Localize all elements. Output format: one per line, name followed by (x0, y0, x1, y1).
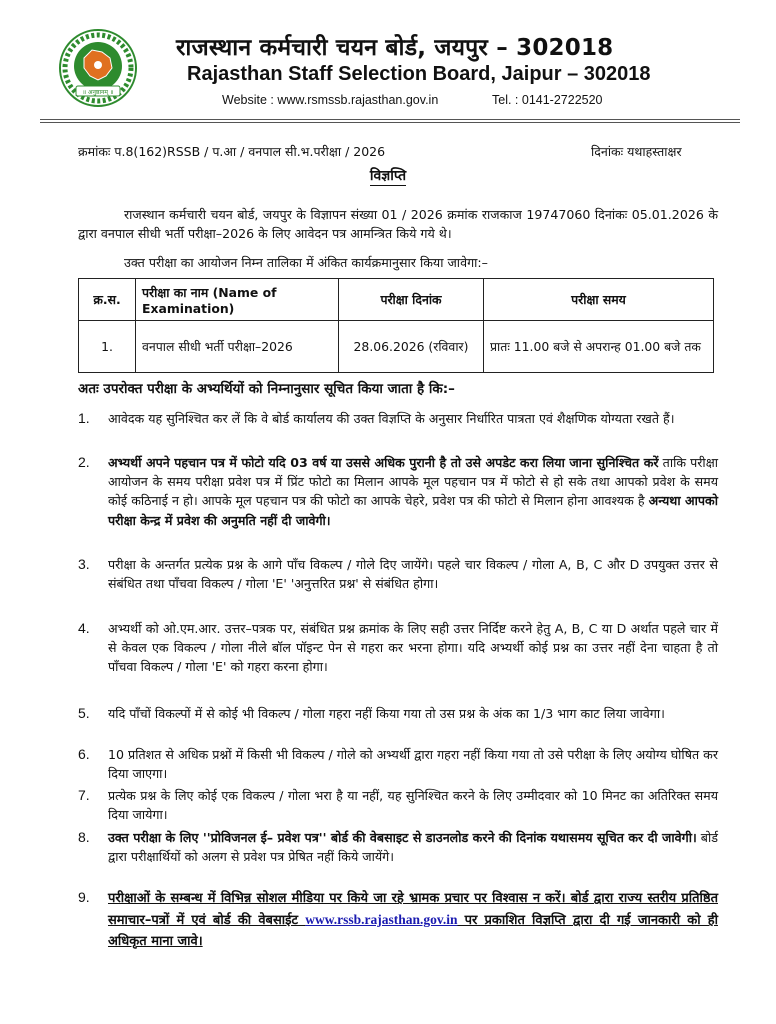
list-item-text: आवेदक यह सुनिश्चित कर लें कि वे बोर्ड कार्यालय की उक्त विज्ञप्ति के अनुसार निर्धारित पात्रता एवं शैक्षणिक योग्यता रखते हैं। (108, 411, 675, 426)
list-item (78, 555, 718, 593)
list-item-plain-text: परीक्षाओं के सम्बन्ध में विभिन्न सोशल मीडिया पर किये जा रहे भ्रामक प्रचार पर विश्वास न करें। बोर्ड द्वारा राज्य स्तरीय प्रतिष्ठित समाचार–पत्रों में एवं बोर्ड की वेबसाईट (108, 891, 718, 928)
list-item-bold-text: उक्त परीक्षा के लिए ''प्रोविजनल ई– प्रवेश पत्र'' बोर्ड की वेबसाइट से डाउनलोड करने की दिनांक यथासमय सूचित कर दी जावेगी। (108, 830, 697, 845)
list-item (78, 409, 718, 428)
list-item (78, 786, 718, 824)
board-website-link[interactable]: www.rssb.rajasthan.gov.in (305, 912, 458, 927)
list-item (78, 888, 718, 952)
svg-text:॥ अनुष्ठानम् ॥: ॥ अनुष्ठानम् ॥ (82, 89, 114, 96)
exam-schedule-table (78, 278, 714, 373)
list-item-text: प्रत्येक प्रश्न के लिए कोई एक विकल्प / गोला भरा है या नहीं, यह सुनिश्चित करने के लिए उम्मीदवार को 10 मिनट का अतिरिक्त समय दिया जायेगा। (108, 788, 718, 823)
notice-paragraph-2: उक्त परीक्षा का आयोजन निम्न तालिका में अंकित कार्यक्रमानुसार किया जावेगा:– (124, 255, 488, 270)
table-header: क्र.स. (79, 279, 136, 321)
table-cell: वनपाल सीधी भर्ती परीक्षा–2026 (136, 321, 339, 373)
list-item (78, 745, 718, 783)
header-divider-second (40, 122, 740, 123)
list-item (78, 453, 718, 530)
list-item-text (108, 453, 718, 530)
list-item-text: यदि पाँचों विकल्पों में से कोई भी विकल्प / गोला गहरा नहीं किया गया तो उस प्रश्न के अंक का 1/3 भाग काट लिया जावेगा। (108, 706, 665, 721)
list-item-plain-text: ताकि परीक्षा आयोजन के समय परीक्षा प्रवेश पत्र में प्रिंट फोटो का मिलान आपके मूल पहचान पत्र में फोटो से हो सके तथा आपको प्रवेश के समय कोई कठिनाई न हो। आपके मूल पहचान पत्र की फोटो का आपके चेहरे, प्रवेश पत्र की फोटो से मिलान होना आवश्यक है (108, 455, 718, 509)
board-telephone: Tel. : 0141-2722520 (492, 93, 603, 107)
list-item (78, 704, 718, 723)
list-item-number: 5. (78, 705, 90, 721)
table-header-row (79, 279, 714, 321)
list-item-number: 3. (78, 556, 90, 572)
list-item-bold-text: अन्यथा आपको परीक्षा केन्द्र में प्रवेश की अनुमति नहीं दी जावेगी। (108, 493, 718, 528)
list-item-text: 10 प्रतिशत से अधिक प्रश्नों में किसी भी विकल्प / गोले को अभ्यर्थी द्वारा गहरा नहीं किया गया तो उसे परीक्षा के लिए अयोग्य घोषित कर दिया जाएगा। (108, 747, 718, 782)
list-item (78, 828, 718, 866)
table-cell: 1. (79, 321, 136, 373)
board-website: Website : www.rsmssb.rajasthan.gov.in (222, 93, 439, 107)
list-item-bold-text: अभ्यर्थी अपने पहचान पत्र में फोटो यदि 03 वर्ष या उससे अधिक पुरानी है तो उसे अपडेट करा लिया जाना सुनिश्चित करें (108, 455, 659, 470)
table-row (79, 321, 714, 373)
board-title-hindi: राजस्थान कर्मचारी चयन बोर्ड, जयपुर – 302018 (176, 35, 614, 61)
table-header: परीक्षा दिनांक (339, 279, 484, 321)
reference-number: क्रमांकः प.8(162)RSSB / प.आ / वनपाल सी.भ.परीक्षा / 2026 (78, 144, 386, 159)
list-item-number: 7. (78, 787, 90, 803)
reference-date: दिनांकः यथाहस्ताक्षर (591, 144, 682, 159)
notice-title-text: विज्ञप्ति (369, 168, 407, 184)
list-item-text (108, 888, 718, 952)
list-item-number: 1. (78, 410, 90, 426)
list-item-plain-text: बोर्ड द्वारा परीक्षार्थियों को अलग से प्रवेश पत्र प्रेषित नहीं किये जायेंगे। (108, 830, 718, 865)
list-item-plain-text: पर प्रकाशित विज्ञप्ति द्वारा दी गई जानकारी को ही अधिकृत माना जावे। (108, 913, 718, 949)
list-item-number: 4. (78, 620, 90, 636)
notice-title (0, 166, 776, 185)
table-header: परीक्षा समय (484, 279, 714, 321)
table-cell: 28.06.2026 (रविवार) (339, 321, 484, 373)
list-item-number: 6. (78, 746, 90, 762)
header-divider (40, 119, 740, 120)
list-item-number: 9. (78, 889, 90, 905)
list-item-text: परीक्षा के अन्तर्गत प्रत्येक प्रश्न के आगे पाँच विकल्प / गोले दिए जायेंगे। पहले चार विकल्प / गोला A, B, C और D उपयुक्त उत्तर से संबंधित तथा पाँचवा विकल्प / गोला 'E' 'अनुत्तरित प्रश्न' से संबंधित होगा। (108, 557, 718, 592)
list-item (78, 619, 718, 677)
table-cell: प्रातः 11.00 बजे से अपरान्ह 01.00 बजे तक (484, 321, 714, 373)
list-item-text (108, 828, 718, 866)
board-title-english: Rajasthan Staff Selection Board, Jaipur – 302018 (187, 63, 651, 85)
list-item-text: अभ्यर्थी को ओ.एम.आर. उत्तर–पत्रक पर, संबंधित प्रश्न क्रमांक के लिए सही उत्तर निर्दिष्ट करने हेतु A, B, C या D अर्थात पहले चार में से केवल एक विकल्प / गोला नीले बॉल पॉइन्ट पेन से गहरा कर भरना होगा। यदि अभ्यर्थी कोई प्रश्न का उत्तर नहीं देना चाहता है तो पाँचवा विकल्प / गोला 'E' को गहरा करना होगा। (108, 621, 718, 675)
list-item-number: 2. (78, 454, 90, 470)
rssb-logo (58, 28, 138, 108)
instructions-intro: अतः उपरोक्त परीक्षा के अभ्यर्थियों को निम्नानुसार सूचित किया जाता है कि:– (78, 381, 455, 397)
notice-paragraph-1: राजस्थान कर्मचारी चयन बोर्ड, जयपुर के विज्ञापन संख्या 01 / 2026 क्रमांक राजकाज 19747060 दिनांकः 05.01.2026 के द्वारा वनपाल सीधी भर्ती परीक्षा–2026 के लिए आवेदन पत्र आमन्त्रित किये गये थे। (78, 207, 718, 241)
list-item-number: 8. (78, 829, 90, 845)
table-header: परीक्षा का नाम (Name of Examination) (136, 279, 339, 321)
